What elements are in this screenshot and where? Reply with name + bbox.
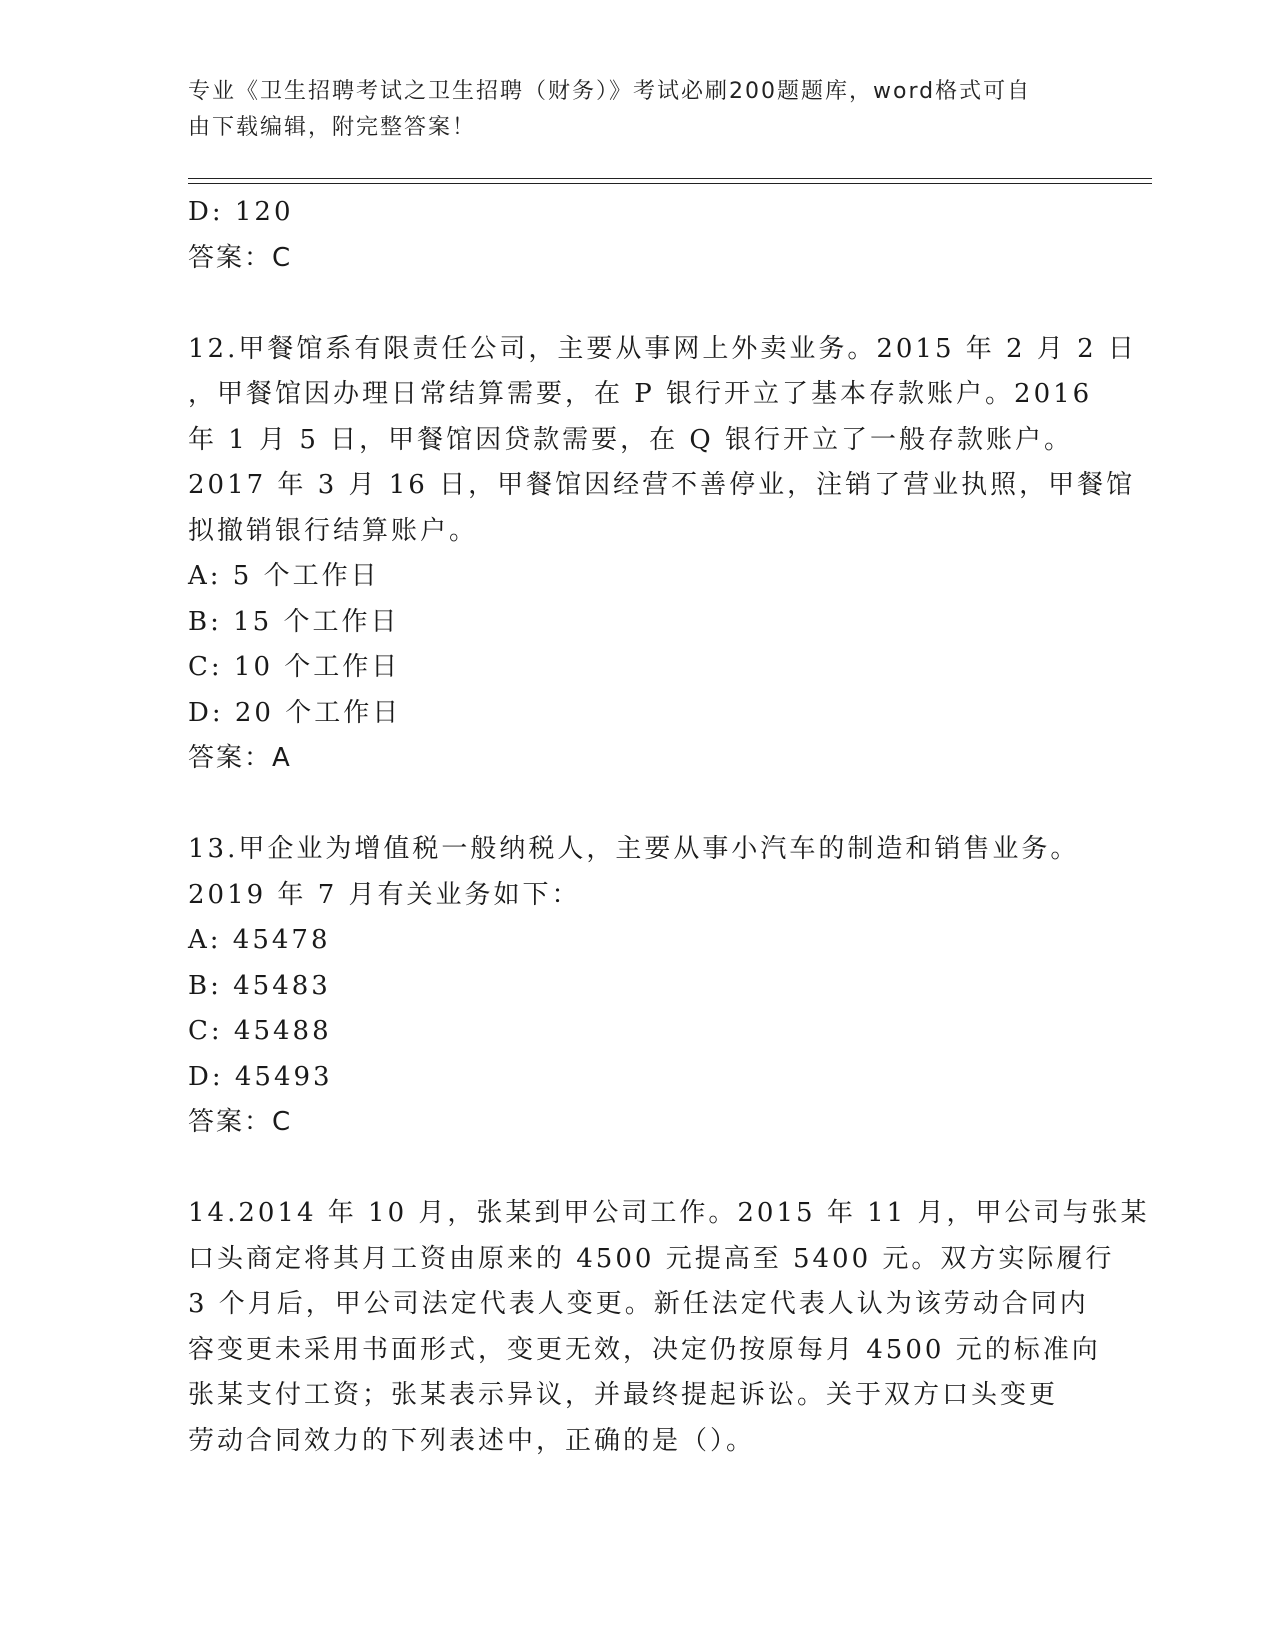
question-text-line: 拟撤销银行结算账户。 — [188, 515, 479, 546]
option-b: B: 45483 — [188, 970, 331, 1001]
question-12 — [188, 327, 1137, 782]
header-line-1: 专业《卫生招聘考试之卫生招聘（财务）》考试必刷200题题库，word格式可自 — [188, 79, 1032, 104]
option-c: C: 10 个工作日 — [188, 652, 401, 682]
option-d: D: 45493 — [188, 1061, 333, 1092]
question-text-line: 2017 年 3 月 16 日，甲餐馆因经营不善停业，注销了营业执照，甲餐馆 — [188, 470, 1136, 500]
answer-line: 答案：C — [188, 242, 293, 273]
question-text-line: 口头商定将其月工资由原来的 4500 元提高至 5400 元。双方实际履行 — [188, 1243, 1115, 1274]
spacer — [188, 281, 1088, 327]
question-text-line: 年 1 月 5 日，甲餐馆因贷款需要，在 Q 银行开立了一般存款账户。 — [188, 424, 1073, 455]
spacer — [188, 782, 1088, 828]
answer-line: 答案：C — [188, 1107, 293, 1137]
spacer — [188, 1146, 1088, 1192]
option-d: D: 20 个工作日 — [188, 697, 402, 728]
question-14 — [188, 1191, 1150, 1464]
question-13 — [188, 827, 1088, 1146]
option-a: A: 5 个工作日 — [188, 561, 380, 591]
option-c: C: 45488 — [188, 1016, 332, 1046]
header-line-2: 由下载编辑，附完整答案！ — [188, 115, 477, 140]
option-b: B: 15 个工作日 — [188, 606, 400, 637]
question-text-line: 13.甲企业为增值税一般纳税人，主要从事小汽车的制造和销售业务。 — [188, 834, 1080, 864]
answer-line: 答案：A — [188, 743, 292, 773]
question-text-line: 14.2014 年 10 月，张某到甲公司工作。2015 年 11 月，甲公司与张某 — [188, 1198, 1150, 1228]
page-header — [188, 74, 1068, 146]
question-text-line: 张某支付工资；张某表示异议，并最终提起诉讼。关于双方口头变更 — [188, 1380, 1059, 1410]
header-rule-top — [188, 178, 1152, 179]
previous-question-tail — [188, 190, 1088, 281]
document-body — [188, 190, 1150, 1464]
question-text-line: 12.甲餐馆系有限责任公司，主要从事网上外卖业务。2015 年 2 月 2 日 — [188, 333, 1137, 364]
question-text-line: 劳动合同效力的下列表述中，正确的是（）。 — [188, 1425, 756, 1456]
question-text-line: 2019 年 7 月有关业务如下： — [188, 879, 581, 910]
question-text-line: ，甲餐馆因办理日常结算需要，在 P 银行开立了基本存款账户。2016 — [188, 379, 1093, 409]
question-text-line: 容变更未采用书面形式，变更无效，决定仍按原每月 4500 元的标准向 — [188, 1334, 1101, 1365]
header-rule-bottom — [188, 183, 1152, 184]
option-a: A: 45478 — [188, 925, 331, 955]
question-text-line: 3 个月后，甲公司法定代表人变更。新任法定代表人认为该劳动合同内 — [188, 1289, 1089, 1319]
option-d: D: 120 — [188, 197, 294, 227]
